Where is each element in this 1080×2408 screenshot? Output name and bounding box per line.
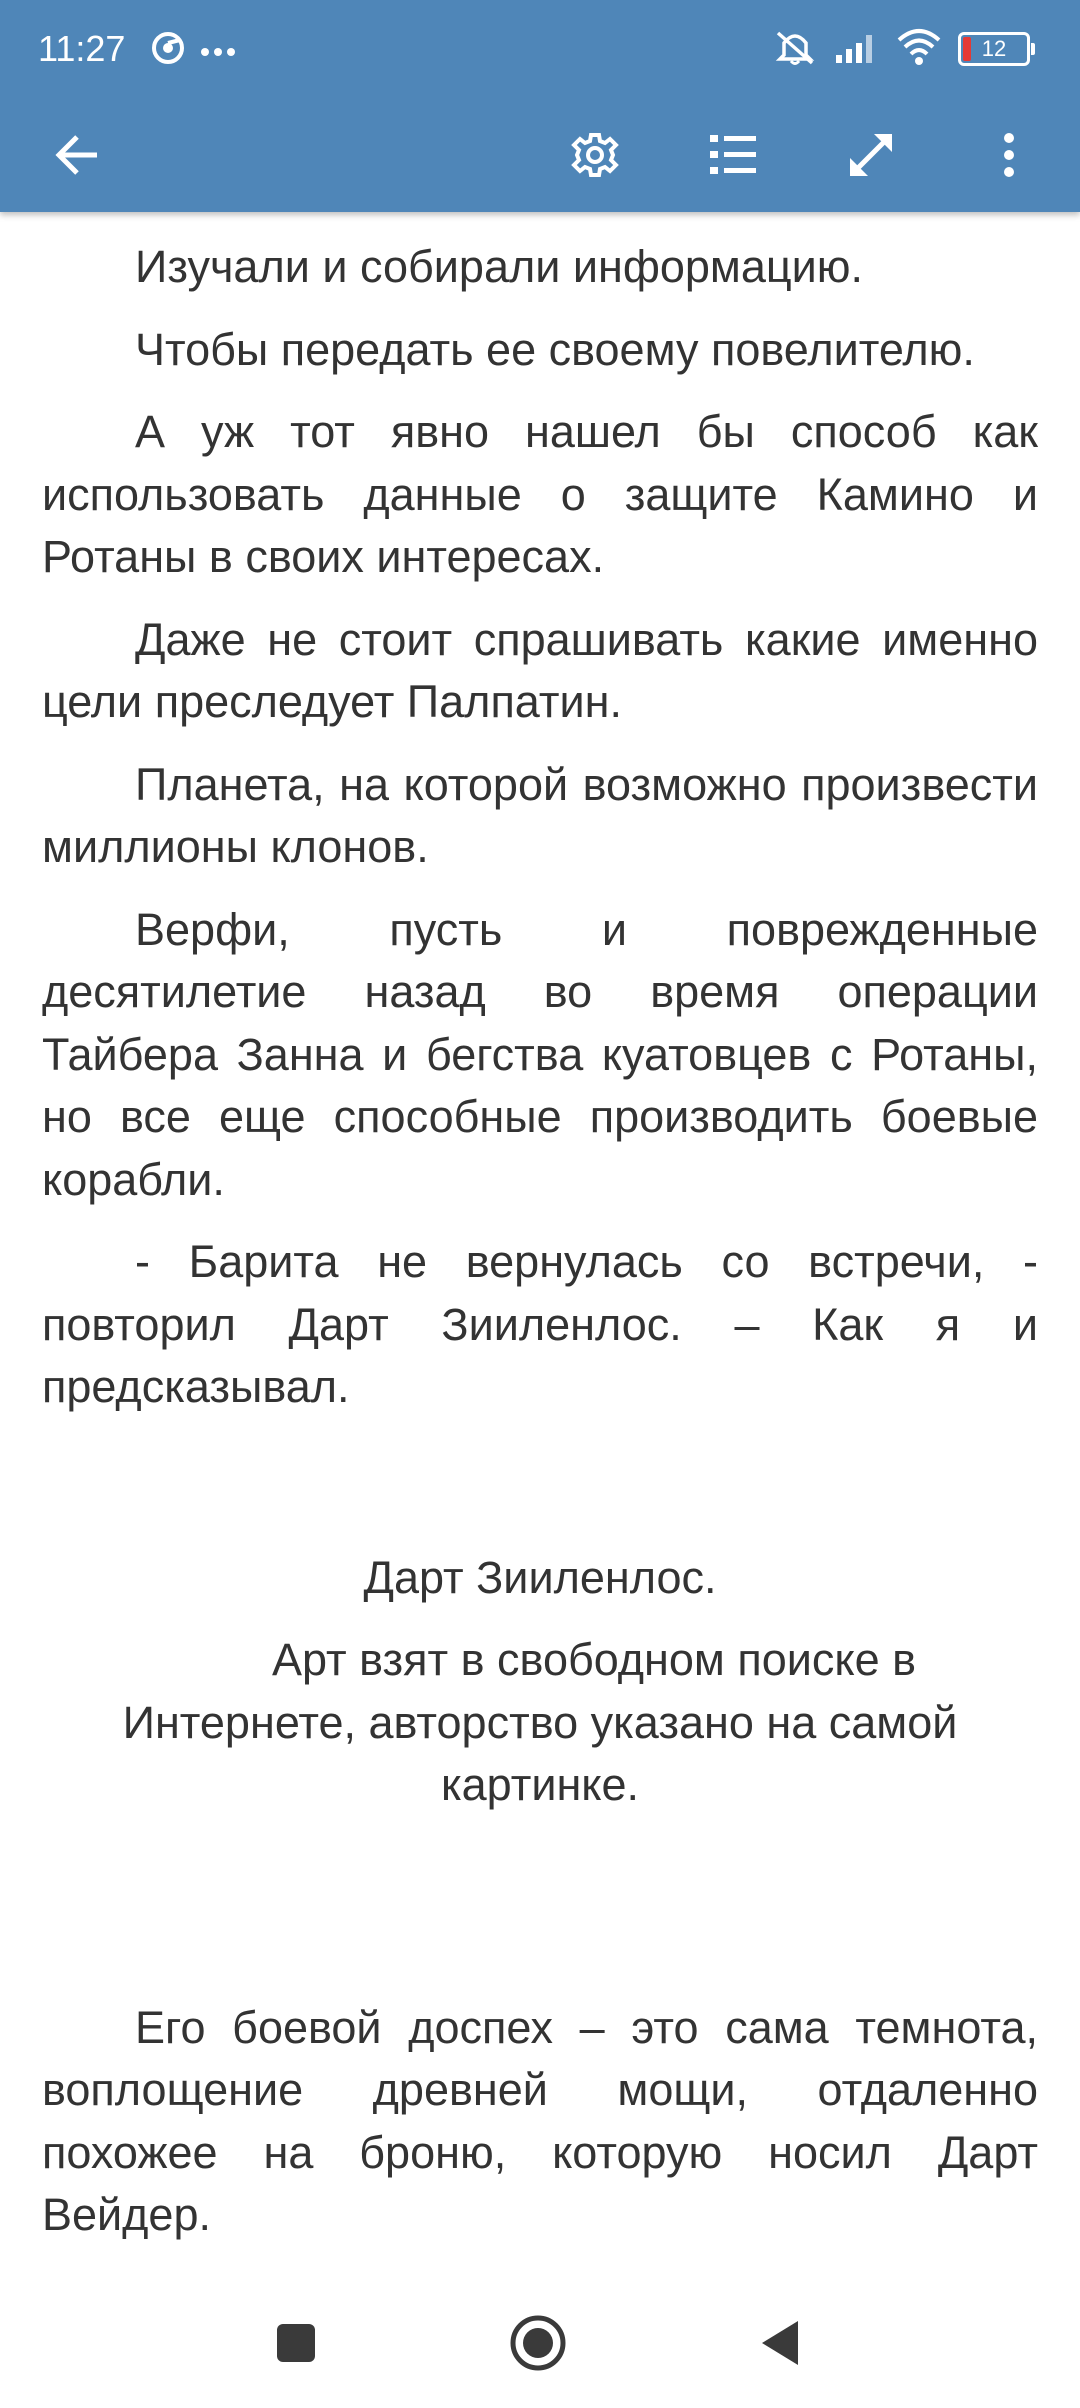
reader-content: [42, 212, 1038, 2295]
status-indicators: [772, 26, 1030, 72]
wifi-icon: [896, 28, 942, 71]
fullscreen-icon: [846, 130, 896, 180]
back-triangle-icon: [758, 2318, 802, 2368]
chrome-icon: [150, 30, 186, 71]
settings-gear-icon: [570, 130, 620, 180]
table-of-contents-icon: [708, 132, 758, 178]
more-notifications-icon: [200, 44, 236, 62]
battery-level: 12: [981, 36, 1007, 61]
reader-toolbar: [0, 98, 1080, 212]
paragraph: А уж тот явно нашел бы способ как использовать данные о защите Камино и Ротаны в своих интересах.: [42, 406, 1038, 582]
status-time: 11:27: [38, 28, 126, 69]
recents-button[interactable]: [256, 2308, 336, 2378]
paragraph: Даже не стоит спрашивать какие именно цели преследует Палпатин.: [42, 613, 1038, 727]
app-header: [0, 0, 1080, 212]
overflow-menu-button[interactable]: [974, 120, 1044, 190]
back-arrow-icon: [51, 129, 103, 181]
overflow-menu-icon: [1001, 131, 1017, 179]
settings-button[interactable]: [560, 120, 630, 190]
status-bar: [0, 0, 1080, 98]
back-button[interactable]: [42, 120, 112, 190]
paragraph: - Барита не вернулась со встречи, - повторил Дарт Зииленлос. – Как я и предсказывал.: [42, 1236, 1038, 1412]
paragraph: Планета, на которой возможно произвести миллионы клонов.: [42, 758, 1038, 872]
home-button[interactable]: [498, 2308, 578, 2378]
signal-icon: [834, 29, 880, 70]
image-caption-text: Арт взят в свободном поиске в Интернете, авторство указано на самой картинке.: [122, 1634, 958, 1810]
table-of-contents-button[interactable]: [698, 120, 768, 190]
home-circle-icon: [508, 2313, 568, 2373]
paragraph: Изучали и собирали информацию.: [135, 241, 864, 292]
recents-square-icon: [274, 2321, 318, 2365]
vibrate-icon: [772, 27, 818, 72]
system-back-button[interactable]: [740, 2308, 820, 2378]
paragraph: Чтобы передать ее своему повелителю.: [135, 323, 975, 375]
image-caption-title: Дарт Зииленлос.: [363, 1551, 717, 1603]
paragraph: Его боевой доспех – это сама темнота, воплощение древней мощи, отдаленно похожее на броню, которую носил Дарт Вейдер.: [42, 2001, 1038, 2240]
fullscreen-button[interactable]: [836, 120, 906, 190]
battery-indicator: [958, 32, 1030, 66]
system-navigation-bar: [0, 2278, 1080, 2408]
paragraph: Верфи, пусть и поврежденные десятилетие назад во время операции Тайбера Занна и бегства куатовцев с Ротаны, но все еще способные производить боевые корабли.: [42, 903, 1038, 1205]
